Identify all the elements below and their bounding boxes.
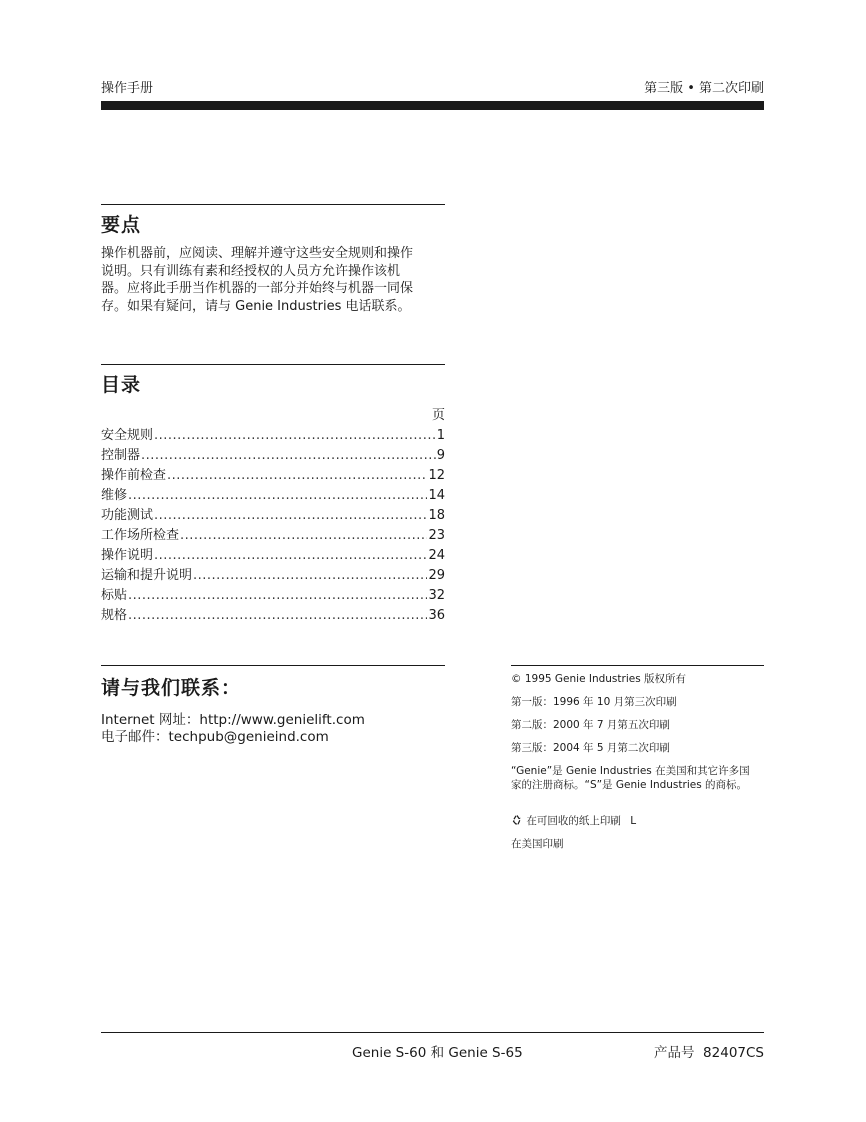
- toc-page-label: 页: [431, 408, 445, 423]
- footer-model: Genie S-60 和 Genie S-65: [352, 1045, 523, 1061]
- header-edition: 第三版 • 第二次印刷: [644, 81, 764, 96]
- toc-entry-title: 操作说明: [101, 548, 154, 563]
- toc-entry[interactable]: [101, 606, 445, 626]
- toc-entry-page: 1: [436, 428, 445, 443]
- toc-leader: [154, 426, 436, 446]
- toc-entry-page: 12: [428, 468, 445, 483]
- toc-entry[interactable]: [101, 566, 445, 586]
- toc-leader: [128, 606, 427, 626]
- edition-line: 第二版：2000 年 7 月第五次印刷: [511, 719, 670, 731]
- toc-entry-title: 工作场所检查: [101, 528, 180, 543]
- recycled-line: [511, 814, 761, 830]
- toc-entry-title: 功能测试: [101, 508, 154, 523]
- key-points-line: 说明。只有训练有素和经授权的人员方允许操作该机: [101, 263, 401, 279]
- toc-leader: [167, 466, 427, 486]
- recycle-icon: [511, 814, 523, 830]
- header-bar: [101, 101, 764, 110]
- toc-leader: [180, 526, 427, 546]
- toc-leader: [128, 586, 427, 606]
- toc-entry[interactable]: [101, 586, 445, 606]
- key-points-heading: 要点: [101, 214, 142, 236]
- toc-leader: [154, 546, 427, 566]
- contact-heading: 请与我们联系：: [101, 677, 242, 699]
- toc-entry[interactable]: [101, 546, 445, 566]
- section-divider: [101, 204, 445, 205]
- toc-entry-title: 标贴: [101, 588, 128, 603]
- copyright-notice: © 1995 Genie Industries 版权所有: [511, 673, 687, 685]
- toc-entry-title: 安全规则: [101, 428, 154, 443]
- toc-entry-page: 18: [428, 508, 445, 523]
- toc-entry-page: 24: [428, 548, 445, 563]
- toc-entry-page: 36: [428, 608, 445, 623]
- recycled-text: 在可回收的纸上印刷: [526, 815, 621, 827]
- toc-entry-page: 23: [428, 528, 445, 543]
- key-points-line: 操作机器前，应阅读、理解并遵守这些安全规则和操作: [101, 246, 414, 261]
- toc-entry-page: 29: [428, 568, 445, 583]
- key-points-line: 器。应将此手册当作机器的一部分并始终与机器一同保: [101, 281, 414, 296]
- toc-entry[interactable]: [101, 466, 445, 486]
- toc-entry-page: 14: [428, 488, 445, 503]
- toc-leader: [154, 506, 427, 526]
- section-divider: [101, 364, 445, 365]
- toc-entry-title: 运输和提升说明: [101, 568, 193, 583]
- table-of-contents: [101, 406, 445, 626]
- toc-entry[interactable]: [101, 486, 445, 506]
- footer-part-number: 产品号 82407CS: [653, 1045, 764, 1061]
- key-points-text: [101, 245, 441, 315]
- printed-in: 在美国印刷: [511, 838, 564, 850]
- toc-entry-title: 操作前检查: [101, 468, 167, 483]
- edition-line: 第三版：2004 年 5 月第二次印刷: [511, 742, 670, 754]
- toc-entry-page: 9: [436, 448, 445, 463]
- toc-entry[interactable]: [101, 506, 445, 526]
- toc-leader: [141, 446, 436, 466]
- toc-entry[interactable]: [101, 426, 445, 446]
- contact-internet[interactable]: Internet 网址：http://www.genielift.com: [101, 712, 365, 728]
- section-divider: [511, 665, 764, 666]
- edition-line: 第一版：1996 年 10 月第三次印刷: [511, 696, 677, 708]
- section-divider: [101, 665, 445, 666]
- toc-leader: [193, 566, 427, 586]
- toc-entry[interactable]: [101, 446, 445, 466]
- toc-entry-title: 维修: [101, 488, 128, 503]
- footer-divider: [101, 1032, 764, 1033]
- contact-email[interactable]: 电子邮件：techpub@genieind.com: [101, 729, 329, 745]
- toc-heading: 目录: [101, 374, 142, 396]
- header-manual-title: 操作手册: [101, 81, 154, 96]
- toc-leader: [128, 486, 427, 506]
- toc-entry[interactable]: [101, 526, 445, 546]
- toc-entry-page: 32: [428, 588, 445, 603]
- toc-entry-title: 控制器: [101, 448, 141, 463]
- toc-entry-title: 规格: [101, 608, 128, 623]
- trademark-notice: “Genie”是 Genie Industries 在美国和其它许多国家的注册商标。“S”是 Genie Industries 的商标。: [511, 765, 750, 791]
- recycled-code: L: [630, 815, 637, 827]
- key-points-line: 存。如果有疑问，请与 Genie Industries 电话联系。: [101, 298, 411, 314]
